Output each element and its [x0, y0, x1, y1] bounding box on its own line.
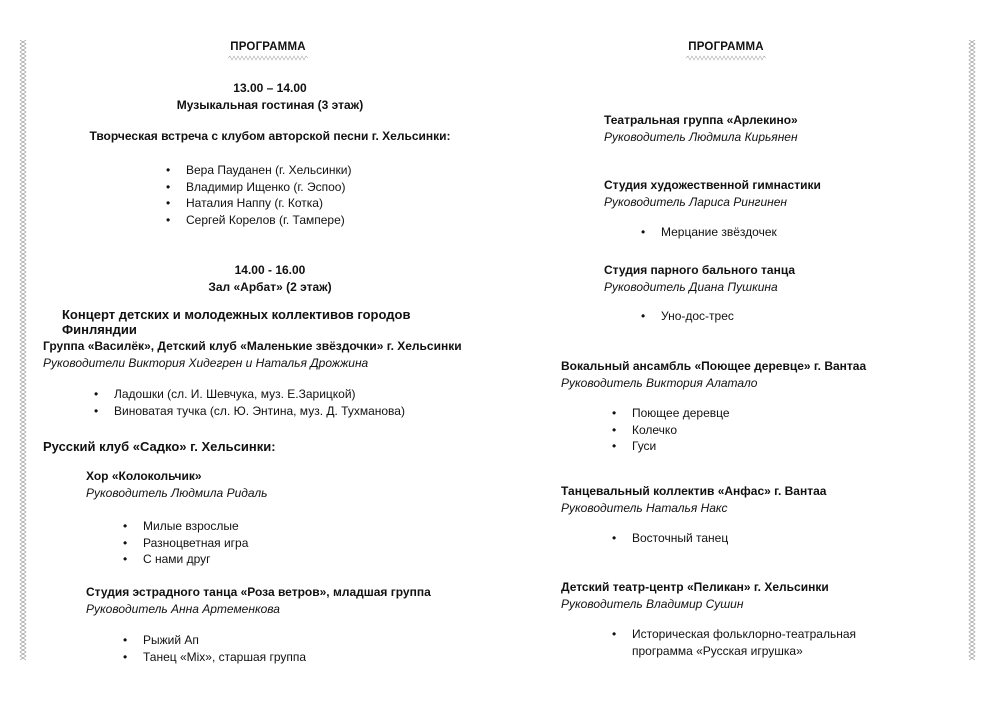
r6-name: Детский театр-центр «Пеликан» г. Хельсинки	[561, 580, 829, 594]
session2-heading: Концерт детских и молодежных коллективов городов Финляндии	[62, 307, 411, 337]
list-item: • Рыжий Ап	[123, 633, 199, 647]
session1-place: Музыкальная гостиная (3 этаж)	[176, 98, 364, 112]
list-item-continuation: программа «Русская игрушка»	[632, 643, 803, 658]
right-page	[500, 0, 1000, 707]
r3-name: Студия парного бального танца	[604, 263, 796, 277]
list-item: • Танец «Mix», старшая группа	[123, 649, 307, 664]
group2-list	[123, 518, 249, 568]
session2-header	[120, 262, 420, 296]
r2-leader: Руководитель Лариса Рингинен	[604, 195, 788, 209]
list-item: • Владимир Ищенко (г. Эспоо)	[166, 179, 346, 194]
r3-list	[641, 308, 734, 325]
r3-leader: Руководитель Диана Пушкина	[604, 280, 778, 294]
list-item: • Разноцветная игра	[123, 535, 249, 550]
r4-list	[612, 405, 730, 455]
r5-leader: Руководитель Наталья Накс	[561, 501, 728, 515]
group3-list	[123, 632, 307, 665]
list-item: • Колечко	[612, 422, 677, 437]
r6-leader: Руководитель Владимир Сушин	[561, 597, 744, 611]
list-item: • Вера Пауданен (г. Хельсинки)	[166, 163, 352, 177]
group1-name: Группа «Василёк», Детский клуб «Маленькие звёздочки» г. Хельсинки	[43, 339, 462, 353]
list-item: • С нами друг	[123, 552, 211, 566]
title-underline-ornament	[686, 55, 766, 61]
session2-place: Зал «Арбат» (2 этаж)	[208, 280, 332, 294]
r5-name: Танцевальный коллектив «Анфас» г. Вантаа	[561, 484, 827, 498]
group3-name: Студия эстрадного танца «Роза ветров», младшая группа	[86, 585, 431, 599]
session1-heading: Творческая встреча с клубом авторской песни г. Хельсинки:	[89, 129, 451, 143]
session2-time: 14.00 - 16.00	[234, 263, 306, 277]
list-item: • Поющее деревце	[612, 406, 730, 420]
program-title-right: ПРОГРАММА	[666, 41, 786, 61]
group1-leader: Руководители Виктория Хидегрен и Наталья Дрожжина	[43, 356, 369, 370]
list-item: • Восточный танец	[612, 531, 729, 545]
club-heading: Русский клуб «Садко» г. Хельсинки:	[43, 439, 276, 454]
list-item: • Сергей Корелов (г. Тампере)	[166, 212, 345, 227]
group1-list	[94, 386, 405, 419]
list-item: • Историческая фольклорно-театральная	[612, 627, 857, 641]
session1-time: 13.00 – 14.00	[233, 81, 307, 95]
r6-list	[612, 626, 857, 659]
session1-list	[166, 162, 352, 228]
r2-name: Студия художественной гимнастики	[604, 178, 821, 192]
group3-leader: Руководитель Анна Артеменкова	[86, 602, 280, 616]
r5-list	[612, 530, 729, 547]
list-item: • Гуси	[612, 439, 657, 453]
list-item: • Ладошки (сл. И. Шевчука, муз. Е.Зарицкой)	[94, 387, 356, 401]
list-item: • Мерцание звёздочек	[641, 225, 777, 239]
r4-name: Вокальный ансамбль «Поющее деревце» г. Вантаа	[561, 359, 867, 373]
list-item: • Наталия Наппу (г. Котка)	[166, 196, 323, 210]
r2-list	[641, 224, 777, 241]
group2-name: Хор «Колокольчик»	[86, 469, 202, 483]
session1-header	[120, 80, 420, 114]
list-item: • Виноватая тучка (сл. Ю. Энтина, муз. Д. Тухманова)	[94, 403, 405, 418]
program-title-left: ПРОГРАММА	[208, 41, 328, 61]
list-item: • Милые взрослые	[123, 519, 239, 533]
group2-leader: Руководитель Людмила Ридаль	[86, 486, 268, 500]
title-underline-ornament	[228, 55, 308, 61]
r1-leader: Руководитель Людмила Кирьянен	[604, 130, 798, 144]
r1-name: Театральная группа «Арлекино»	[604, 113, 798, 127]
list-item: • Уно-дос-трес	[641, 309, 734, 323]
r4-leader: Руководитель Виктория Алатало	[561, 376, 758, 390]
